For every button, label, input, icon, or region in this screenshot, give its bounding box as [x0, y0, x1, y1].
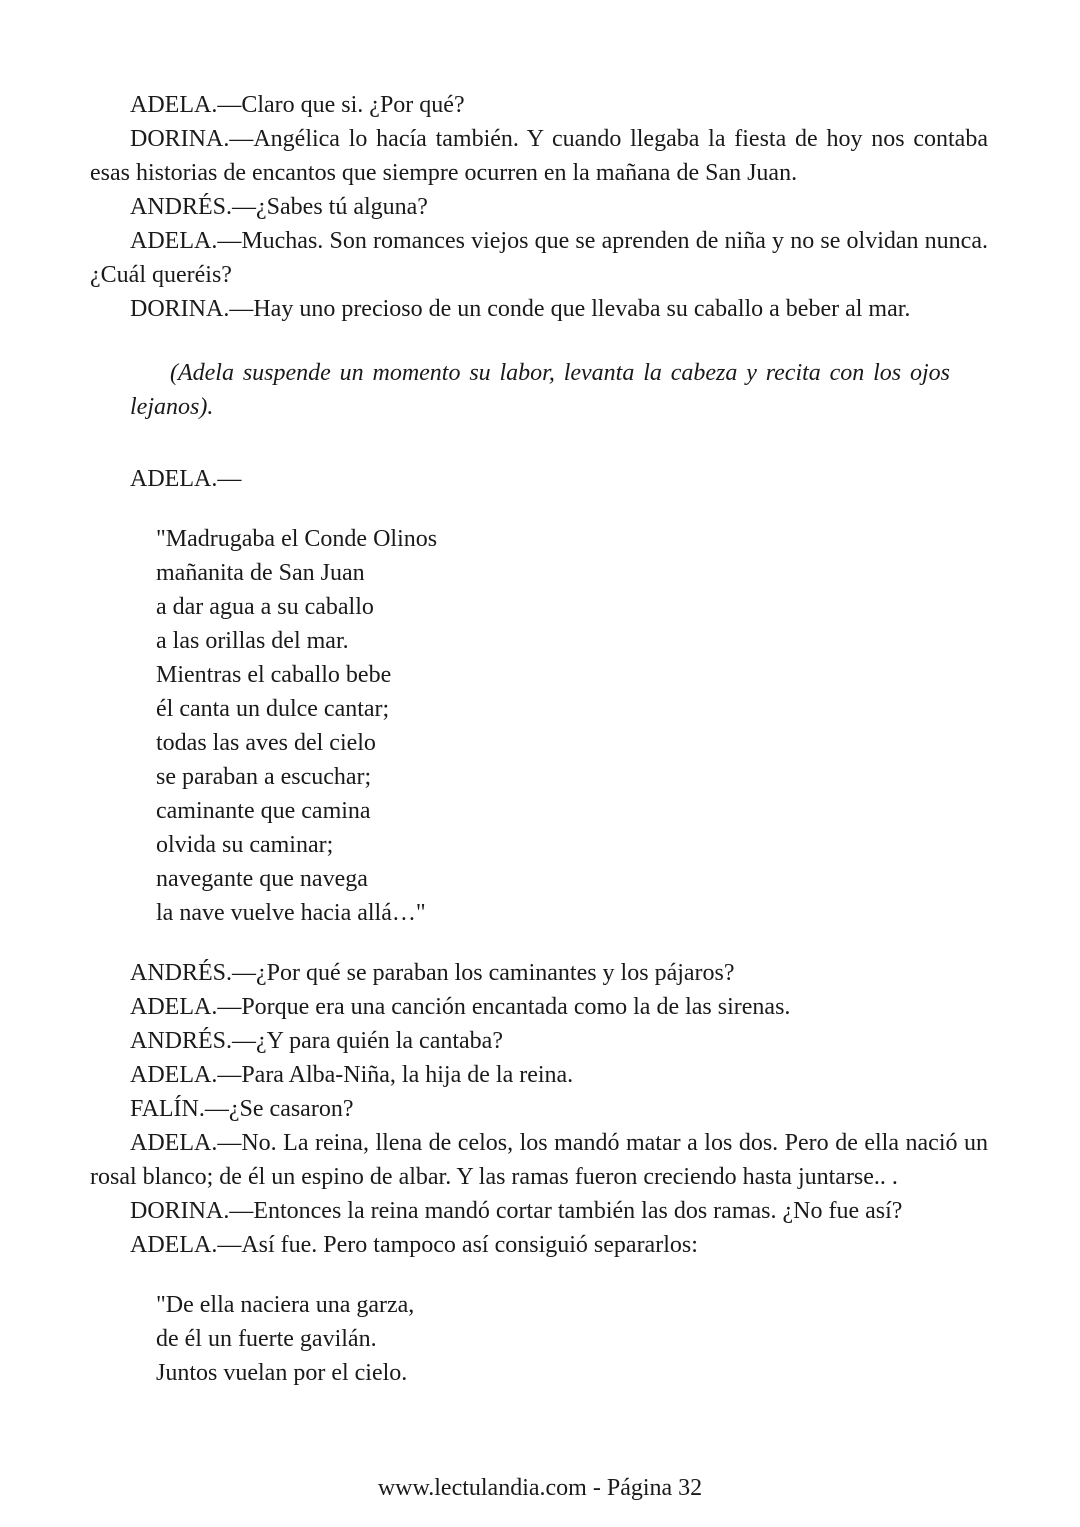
dialogue-line: ADELA.—No. La reina, llena de celos, los mandó matar a los dos. Pero de ella nació un rosal blanco; de él un espino de albar. Y las ramas fueron creciendo hasta juntarse.. .	[90, 1130, 988, 1190]
verse-line: Mientras el caballo bebe	[156, 662, 392, 688]
dialogue-line: ADELA.—Muchas. Son romances viejos que se aprenden de niña y no se olvidan nunca. ¿Cuál queréis?	[90, 228, 988, 288]
verse-line: caminante que camina	[156, 798, 371, 824]
verse-line: se paraban a escuchar;	[156, 764, 372, 790]
verse-line: "De ella naciera una garza,	[156, 1292, 415, 1318]
dialogue-top	[90, 88, 988, 326]
page-footer: www.lectulandia.com - Página 32	[377, 1475, 703, 1501]
dialogue-line: ANDRÉS.—¿Y para quién la cantaba?	[130, 1028, 503, 1054]
verse-line: a dar agua a su caballo	[156, 594, 374, 620]
verse-line: navegante que navega	[156, 866, 368, 892]
dialogue-line: ANDRÉS.—¿Por qué se paraban los caminantes y los pájaros?	[130, 960, 735, 986]
stage-direction: (Adela suspende un momento su labor, levanta la cabeza y recita con los ojos lejanos).	[130, 360, 950, 420]
verse-line: mañanita de San Juan	[156, 560, 365, 586]
dialogue-line: DORINA.—Angélica lo hacía también. Y cuando llegaba la fiesta de hoy nos contaba esas historias de encantos que siempre ocurren en la mañana de San Juan.	[90, 126, 988, 186]
verse-line: a las orillas del mar.	[156, 628, 349, 654]
dialogue-line: ADELA.—Claro que si. ¿Por qué?	[130, 92, 465, 118]
page-content	[90, 88, 988, 1390]
dialogue-bottom	[90, 956, 988, 1262]
verse-line: la nave vuelve hacia allá…"	[156, 900, 426, 926]
verse-block-2	[156, 1288, 988, 1390]
dialogue-line: ADELA.—Así fue. Pero tampoco así consiguió separarlos:	[130, 1232, 698, 1258]
dialogue-line: DORINA.—Hay uno precioso de un conde que llevaba su caballo a beber al mar.	[130, 296, 911, 322]
verse-line: él canta un dulce cantar;	[156, 696, 390, 722]
dialogue-line: ADELA.—Porque era una canción encantada como la de las sirenas.	[130, 994, 791, 1020]
dialogue-line: FALÍN.—¿Se casaron?	[130, 1096, 354, 1122]
verse-line: Juntos vuelan por el cielo.	[156, 1360, 408, 1386]
verse-line: de él un fuerte gavilán.	[156, 1326, 377, 1352]
verse-line: todas las aves del cielo	[156, 730, 376, 756]
verse-block-1	[156, 522, 988, 930]
dialogue-line: ADELA.—Para Alba-Niña, la hija de la reina.	[130, 1062, 574, 1088]
verse-line: "Madrugaba el Conde Olinos	[156, 526, 438, 552]
dialogue-line: ANDRÉS.—¿Sabes tú alguna?	[130, 194, 428, 220]
speaker-line: ADELA.—	[130, 466, 242, 492]
dialogue-line: DORINA.—Entonces la reina mandó cortar también las dos ramas. ¿No fue así?	[130, 1198, 903, 1224]
verse-line: olvida su caminar;	[156, 832, 334, 858]
